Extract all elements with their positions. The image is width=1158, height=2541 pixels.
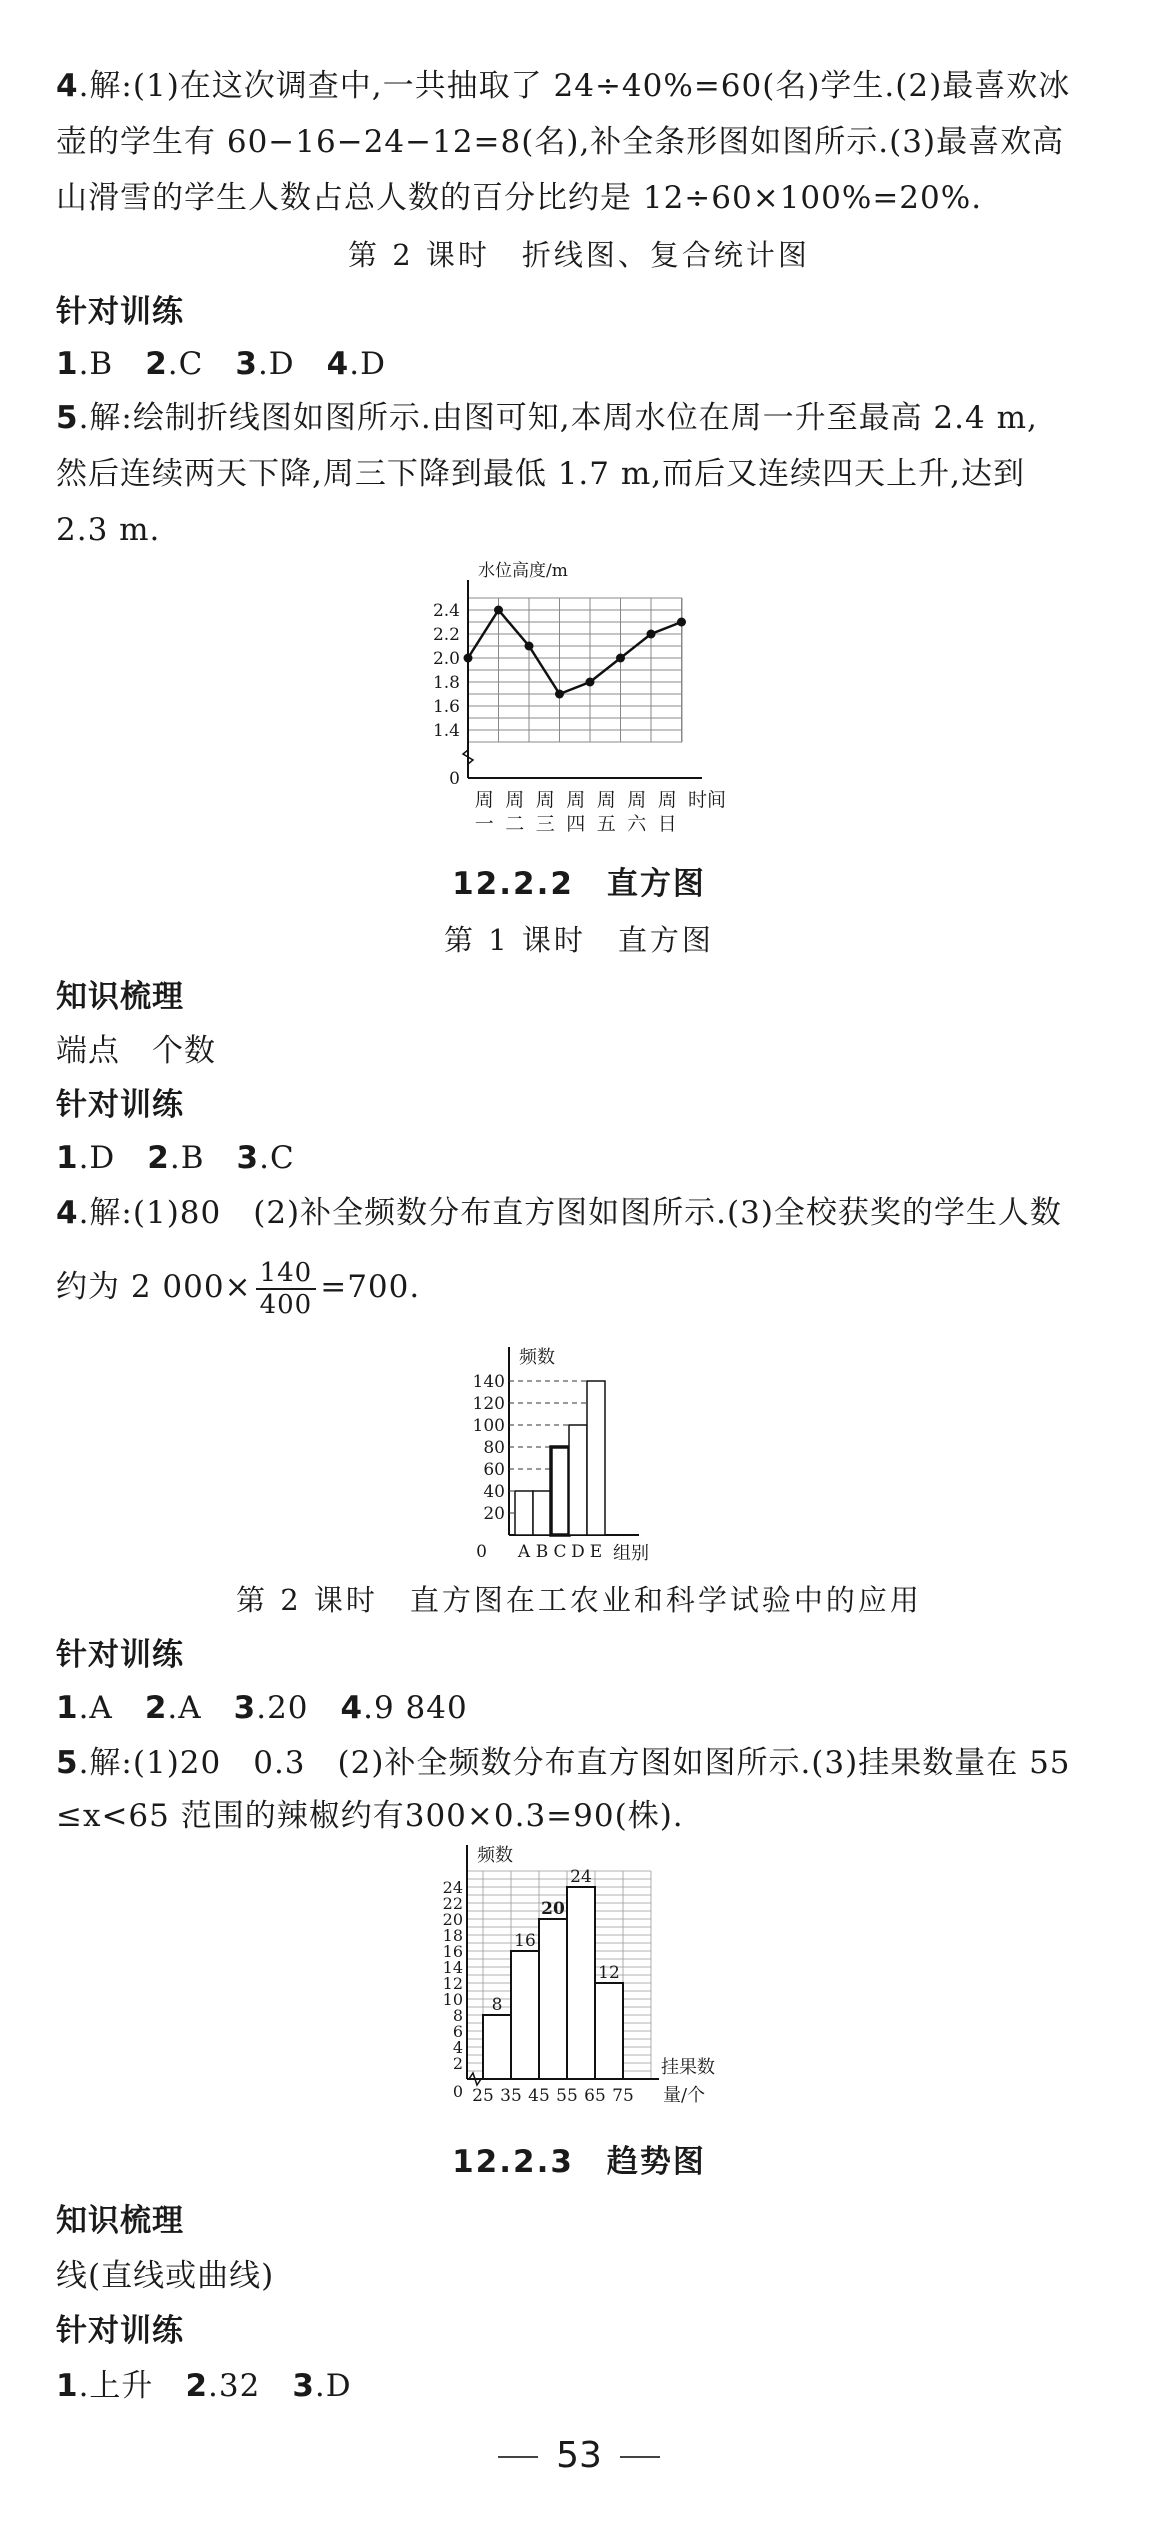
y-tick-label: 18 [442,1926,463,1945]
data-point [647,630,656,639]
q4-text-1: .解:(1)在这次调查中,一共抽取了 24÷40%=60(名)学生.(2)最喜欢冰 [78,68,1071,104]
q4b-text-2b: =700. [320,1269,421,1305]
ans-val: .D [349,346,386,382]
data-point [494,606,503,615]
section-12-2-3-title: 12.2.3 趋势图 [452,2144,706,2180]
data-label: 12 [598,1963,620,1983]
y-tick-label: 40 [483,1482,505,1502]
y-tick-label: 0 [449,769,460,789]
x-axis-label: 组别 [613,1543,649,1564]
ans-num: 2 [147,1140,170,1176]
x-tick-label-bottom: 日 [657,813,677,835]
q5-text-1: .解:绘制折线图如图所示.由图可知,本周水位在周一升至最高 2.4 m, [78,400,1038,436]
q5b-number: 5 [56,1745,79,1781]
data-label: 8 [491,1995,503,2015]
q5-number: 5 [56,400,79,436]
dash-right [620,2456,660,2458]
ans-val: .C [259,1140,295,1176]
ans-val: .D [257,346,295,382]
fraction-denominator: 400 [259,1289,313,1320]
knowledge-label-2: 知识梳理 [56,2203,184,2239]
x-tick-label-top: 周 [627,789,647,811]
x-tick-label-bottom: 五 [596,813,616,835]
ans-num: 2 [185,2368,209,2404]
bar [587,1381,605,1535]
data-point [464,654,473,663]
bar [511,1951,539,2079]
award-histogram [455,1345,755,1565]
ans-val: .9 840 [363,1690,468,1726]
x-tick-label-bottom: 六 [627,813,647,835]
ans-num: 2 [145,346,168,382]
y-tick-label: 140 [472,1372,505,1392]
y-tick-label: 20 [483,1504,505,1524]
x-tick-label: B [535,1542,549,1562]
dash-left [498,2456,538,2458]
x-tick-label: 25 [472,2086,494,2106]
data-point [586,678,595,687]
bar [551,1447,569,1535]
ans-num: 3 [233,1690,257,1726]
y-tick-label: 0 [452,2082,463,2101]
x-tick-label: 75 [612,2086,634,2106]
y-tick-label: 2.4 [432,601,460,621]
x-tick-label: E [589,1542,603,1562]
q5-line-2: 然后连续两天下降,周三下降到最低 1.7 m,而后又连续四天上升,达到 [56,456,1025,492]
q4-line-1 [56,64,1112,108]
training-label-3: 针对训练 [56,1637,184,1673]
water-level-line-chart [420,560,790,850]
x-tick-label-bottom: 四 [566,813,586,835]
x-tick-label: 35 [500,2086,522,2106]
y-tick-label: 2.0 [432,649,460,669]
ans-val: .B [78,346,114,382]
fraction [256,1258,317,1320]
data-point [525,642,534,651]
x-tick-label-top: 周 [566,789,586,811]
q4-line-3: 山滑雪的学生人数占总人数的百分比约是 12÷60×100%=20%. [56,180,983,216]
data-label: 20 [541,1899,565,1919]
ans-val: .B [169,1140,205,1176]
q5b-text-1: .解:(1)20 0.3 (2)补全频数分布直方图如图所示.(3)挂果数量在 55 [78,1745,1071,1781]
x-tick-label-top: 周 [505,789,525,811]
y-tick-label: 24 [442,1878,463,1897]
y-tick-label: 60 [483,1460,505,1480]
bar [515,1491,533,1535]
pepper-histogram [425,1843,755,2123]
bar [483,2015,511,2079]
training-label-2: 针对训练 [56,1087,184,1123]
ans-val: .20 [256,1690,309,1726]
page-number-text: 53 [556,2435,602,2476]
ans-val: .A [167,1690,202,1726]
knowledge-text-2: 线(直线或曲线) [56,2258,275,2294]
y-tick-label: 120 [472,1394,505,1414]
x-tick-label-top: 周 [535,789,555,811]
q4b-text-2a: 约为 2 000× [56,1269,252,1305]
data-point [677,618,686,627]
x-axis-label-line1: 挂果数 [661,2057,715,2078]
x-tick-label: 45 [528,2086,550,2106]
y-tick-label: 16 [442,1942,463,1961]
y-tick-label: 20 [442,1910,463,1929]
y-tick-label: 100 [472,1416,505,1436]
y-tick-label: 1.4 [432,721,460,741]
ans-num: 3 [235,346,258,382]
q4b-line-2 [56,1252,1112,1322]
training-label-4: 针对训练 [56,2313,184,2349]
lesson-2-title: 第 2 课时 折线图、复合统计图 [348,238,810,272]
bar [567,1887,595,2079]
x-tick-label: D [571,1542,585,1562]
lesson-1-title: 第 1 课时 直方图 [444,923,714,957]
ans-num: 1 [56,1690,79,1726]
knowledge-label-1: 知识梳理 [56,979,184,1015]
q5b-line-2: ≤x<65 范围的辣椒约有300×0.3=90(株). [56,1798,684,1834]
y-axis-label: 频数 [477,1845,513,1866]
ans-num: 1 [56,1140,79,1176]
ans-num: 3 [236,1140,260,1176]
y-tick-label: 22 [442,1894,463,1913]
answers-row-3 [56,1686,1112,1730]
y-tick-label: 80 [483,1438,505,1458]
y-tick-label: 8 [452,2006,463,2025]
y-tick-label: 4 [452,2038,463,2057]
y-tick-label: 6 [452,2022,463,2041]
x-tick-label-bottom: 三 [535,813,555,835]
x-tick-label: 65 [584,2086,606,2106]
x-tick-label-bottom: 二 [505,813,525,835]
q5-line-3: 2.3 m. [56,512,161,548]
ans-num: 2 [144,1690,168,1726]
ans-num: 3 [292,2368,315,2404]
answers-row-2 [56,1136,1112,1180]
y-axis-label: 频数 [519,1347,555,1368]
series-line [468,610,682,694]
data-label: 24 [570,1867,592,1887]
ans-num: 4 [340,1690,364,1726]
fraction-numerator: 140 [256,1258,317,1290]
ans-val: .D [78,1140,116,1176]
x-axis-label: 时间 [688,789,727,811]
q5-line-1 [56,396,1112,440]
training-label-1: 针对训练 [56,294,184,330]
ans-num: 1 [56,346,79,382]
q4-line-2: 壶的学生有 60−16−24−12=8(名),补全条形图如图所示.(3)最喜欢高 [56,124,1065,160]
x-tick-label-bottom: 一 [474,813,494,835]
ans-num: 4 [326,346,350,382]
q4b-line-1 [56,1191,1112,1235]
x-tick-label-top: 周 [657,789,677,811]
q4b-text-1: .解:(1)80 (2)补全频数分布直方图如图所示.(3)全校获奖的学生人数 [78,1195,1062,1231]
y-axis-label: 水位高度/m [478,561,568,581]
answers-row-4 [56,2364,1112,2408]
knowledge-text-1: 端点 个数 [56,1033,216,1069]
ans-num: 1 [56,2368,79,2404]
answers-row-1 [56,342,1112,386]
page-number [0,2435,1158,2476]
ans-val: .C [167,346,204,382]
section-12-2-2-title: 12.2.2 直方图 [452,866,706,902]
ans-val: .D [314,2368,352,2404]
y-tick-label: 2 [452,2054,463,2073]
y-tick-label: 1.8 [432,673,460,693]
x-axis-label-line2: 量/个 [663,2085,706,2106]
lesson-2b-title: 第 2 课时 直方图在工农业和科学试验中的应用 [236,1583,922,1617]
x-tick-label: 55 [556,2086,578,2106]
bar [539,1919,567,2079]
q5b-line-1 [56,1741,1112,1785]
ans-val: .32 [208,2368,261,2404]
y-tick-label: 10 [442,1990,463,2009]
q4-number: 4 [56,68,79,104]
x-tick-label: C [553,1542,567,1562]
q4b-number: 4 [56,1195,79,1231]
ans-val: .A [78,1690,113,1726]
x-tick-label-top: 周 [596,789,616,811]
bar [533,1491,551,1535]
y-tick-label: 14 [442,1958,463,1977]
y-tick-label: 2.2 [432,625,460,645]
y-tick-label: 0 [476,1542,487,1562]
bar [569,1425,587,1535]
x-tick-label-top: 周 [474,789,494,811]
y-tick-label: 1.6 [432,697,460,717]
data-point [616,654,625,663]
bar [595,1983,623,2079]
ans-val: .上升 [78,2368,154,2404]
data-label: 16 [514,1931,536,1951]
x-tick-label: A [517,1542,531,1562]
data-point [555,690,564,699]
y-tick-label: 12 [442,1974,463,1993]
